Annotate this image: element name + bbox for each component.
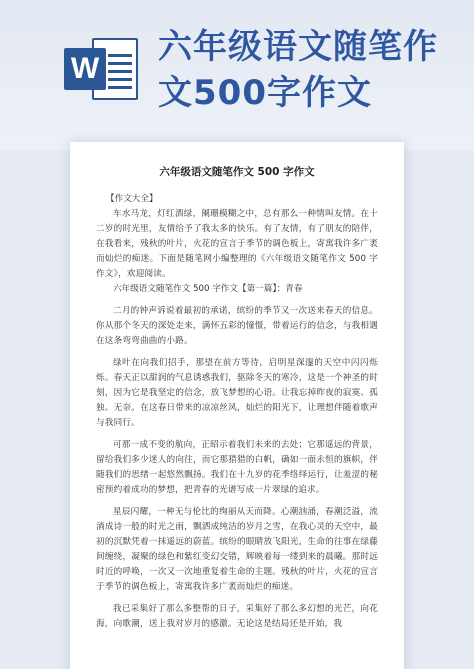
document-title: 六年级语文随笔作文 500 字作文 [159, 166, 315, 178]
section-label: 【作文大全】 [106, 194, 158, 204]
body-paragraph: 星辰闪耀，一种无与伦比的绚丽从天而降。心潮汹涌，春潮泛溢，流淌成诗一般的时光之雨，飘洒成纯洁的岁月之雪，在我心灵的天空中，最初的沉默凭着一抹遥远的蔚蓝。缤纷的眼睛放飞阳光，生命的往事在绿藤间缠绕，凝聚的绿色和紫红变幻交错，辉映着每一缕到来的晨曦。那时远时近的呼唤，一次又一次地重复着生命的主题。残秋的叶片，火花的宣言于季节的调色板上，寄寓我许多广袤而灿烂的痴迷。 [96, 507, 378, 592]
word-document-icon [64, 34, 140, 106]
body-paragraph: 二月的钟声诉说着最初的承诺，缤纷的季节又一次送来春天的信息。你从那个冬天的深处走来，满怀五彩的憧憬，带着运行的信念，与我相遇在这条弯弯曲曲的小路。 [96, 306, 378, 346]
intro-paragraph: 车水马龙，灯红酒绿，阑珊模糊之中，总有那么一种情叫友情。在十二岁的时光里，友情给予了我太多的快乐。有了友情，有了朋友的陪伴，在我看来，残秋的叶片，火花的宣言于季节的调色板上，寄寓我许多广袤而灿烂的痴迷。下面是随笔网小编整理的《六年级语文随笔作文 500 字作文》，欢迎阅读。 [96, 209, 378, 279]
hero-title: 六年级语文随笔作文500字作文 [158, 27, 438, 113]
body-paragraph: 我已采集好了那么多整帮的日子，采集好了那么多幻想的光芒，向花海，向歌潮，送上我对岁月的感激。无论这是结局还是开始，我 [96, 604, 378, 629]
word-letter-badge: W [64, 48, 106, 90]
article-subheading: 六年级语文随笔作文 500 字作文【第一篇】：青春 [113, 284, 303, 294]
document-page [70, 142, 404, 669]
body-paragraph: 绿叶在向我们招手，那望在前方等待，启明星深邃的天空中闪闪烁烁。春天正以甜润的气息诱惑我们，驱除冬天的寒冷，这是一个神圣的时刻，因为它是我坚定的信念，放飞梦想的心语。让我忘掉昨夜的寂寞、孤独、无奈。在这春日带来的凉凉丝风，灿烂的阳光下，让理想伴随着歌声与我同行。 [96, 358, 378, 428]
body-paragraph: 可那一成不变的航向，正昭示着我们未来的去处；它那遥远的背景，留给我们多少迷人的向往，而它那猎猎的白帆，确如一面永恒的旗帜，伴随我们的思绪一起悠然飘扬。我们在十九岁的花季络绎运行，让羞涩的秘密预约着成功的梦想，把青春的光谱写成一片翠绿的追求。 [96, 440, 378, 495]
